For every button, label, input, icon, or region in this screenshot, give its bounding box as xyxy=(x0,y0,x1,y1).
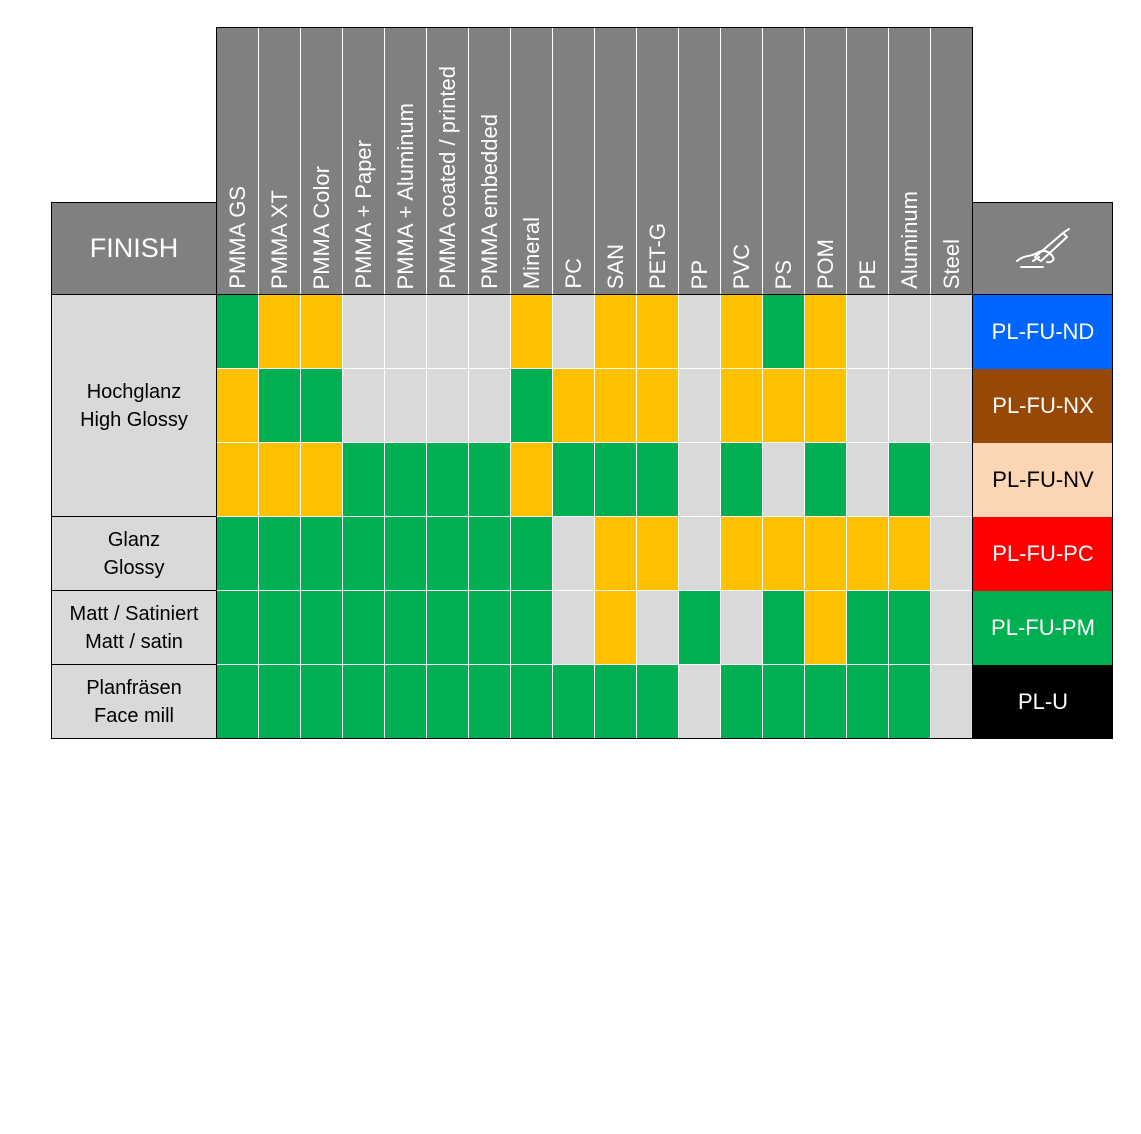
tool-label-pl-fu-nd xyxy=(973,295,1113,369)
column-header-label: PMMA Color xyxy=(308,165,334,289)
pen-writing-icon xyxy=(1013,227,1073,271)
compatibility-cell xyxy=(805,591,847,665)
column-header xyxy=(553,27,595,295)
compatibility-cell xyxy=(427,665,469,739)
column-header-label: PMMA XT xyxy=(266,189,292,289)
compatibility-cell xyxy=(595,295,637,369)
column-header xyxy=(763,27,805,295)
compatibility-cell xyxy=(217,591,259,665)
compatibility-cell xyxy=(217,665,259,739)
column-header xyxy=(805,27,847,295)
compatibility-cell xyxy=(595,443,637,517)
grid-line xyxy=(51,738,1113,739)
compatibility-cell xyxy=(889,443,931,517)
compatibility-cell xyxy=(553,517,595,591)
tool-label-pl-u xyxy=(973,665,1113,739)
column-header-label: PMMA coated / printed xyxy=(434,66,460,289)
compatibility-cell xyxy=(469,295,511,369)
column-header-label: SAN xyxy=(602,243,628,289)
finish-label-line: High Glossy xyxy=(80,409,188,431)
compatibility-cell xyxy=(763,591,805,665)
compatibility-cell xyxy=(427,591,469,665)
compatibility-cell xyxy=(763,517,805,591)
compatibility-cell xyxy=(511,591,553,665)
compatibility-cell xyxy=(553,295,595,369)
finish-row-label xyxy=(51,295,217,517)
compatibility-cell xyxy=(679,517,721,591)
compatibility-cell xyxy=(931,443,973,517)
compatibility-cell xyxy=(931,665,973,739)
compatibility-cell xyxy=(847,517,889,591)
compatibility-cell xyxy=(427,369,469,443)
compatibility-cell xyxy=(301,443,343,517)
compatibility-cell xyxy=(259,295,301,369)
column-header-label: PS xyxy=(770,259,796,289)
column-header-label: Mineral xyxy=(518,216,544,289)
compatibility-cell xyxy=(679,591,721,665)
compatibility-cell xyxy=(385,517,427,591)
compatibility-cell xyxy=(637,295,679,369)
column-header-label: PC xyxy=(560,258,586,289)
grid-line xyxy=(51,202,217,203)
compatibility-cell xyxy=(763,369,805,443)
column-header xyxy=(427,27,469,295)
compatibility-cell xyxy=(931,591,973,665)
compatibility-cell xyxy=(847,665,889,739)
compatibility-cell xyxy=(511,295,553,369)
column-header xyxy=(259,27,301,295)
compatibility-cell xyxy=(931,517,973,591)
compatibility-cell xyxy=(217,369,259,443)
tool-label-text: PL-FU-ND xyxy=(991,319,1095,344)
tool-label-pl-fu-nx xyxy=(973,369,1113,443)
compatibility-cell xyxy=(805,665,847,739)
grid-line xyxy=(51,590,217,591)
finish-row-label xyxy=(51,665,217,739)
compatibility-cell xyxy=(259,665,301,739)
grid-line xyxy=(51,294,1113,295)
compatibility-cell xyxy=(805,369,847,443)
compatibility-cell xyxy=(889,517,931,591)
compatibility-cell xyxy=(679,443,721,517)
compatibility-cell xyxy=(385,591,427,665)
compatibility-cell xyxy=(637,665,679,739)
compatibility-cell xyxy=(301,517,343,591)
compatibility-cell xyxy=(553,369,595,443)
column-header xyxy=(721,27,763,295)
tool-header xyxy=(973,202,1113,295)
compatibility-cell xyxy=(511,443,553,517)
compatibility-cell xyxy=(763,295,805,369)
column-header xyxy=(469,27,511,295)
finish-label-line: Glossy xyxy=(103,557,165,579)
compatibility-cell xyxy=(385,295,427,369)
grid-line xyxy=(217,27,973,28)
compatibility-cell xyxy=(637,369,679,443)
compatibility-cell xyxy=(427,517,469,591)
column-header-label: Aluminum xyxy=(896,191,922,289)
compatibility-cell xyxy=(217,517,259,591)
compatibility-cell xyxy=(385,443,427,517)
compatibility-cell xyxy=(427,443,469,517)
column-header xyxy=(595,27,637,295)
compatibility-cell xyxy=(721,443,763,517)
finish-header-label: FINISH xyxy=(89,233,179,263)
column-header xyxy=(343,27,385,295)
compatibility-cell xyxy=(259,369,301,443)
column-header xyxy=(637,27,679,295)
compatibility-cell xyxy=(259,443,301,517)
compatibility-cell xyxy=(847,443,889,517)
grid-line xyxy=(51,202,52,739)
column-header-label: Steel xyxy=(938,238,964,289)
compatibility-cell xyxy=(469,517,511,591)
compatibility-cell xyxy=(553,665,595,739)
compatibility-cell xyxy=(721,369,763,443)
tool-label-pl-fu-pc xyxy=(973,517,1113,591)
compatibility-cell xyxy=(805,295,847,369)
compatibility-cell xyxy=(847,591,889,665)
compatibility-cell xyxy=(763,665,805,739)
finish-header xyxy=(51,202,217,295)
compatibility-cell xyxy=(637,443,679,517)
compatibility-cell xyxy=(469,369,511,443)
compatibility-cell xyxy=(679,295,721,369)
compatibility-cell xyxy=(679,369,721,443)
compatibility-cell xyxy=(469,443,511,517)
tool-label-text: PL-FU-NV xyxy=(992,467,1094,492)
compatibility-cell xyxy=(931,295,973,369)
compatibility-cell xyxy=(301,591,343,665)
compatibility-cell xyxy=(301,295,343,369)
column-header-label: PVC xyxy=(728,243,754,289)
column-header-label: PP xyxy=(686,259,712,289)
compatibility-cell xyxy=(343,443,385,517)
finish-label-line: Face mill xyxy=(93,705,174,727)
finish-label-line: Glanz xyxy=(107,529,161,551)
compatibility-cell xyxy=(511,369,553,443)
column-header xyxy=(217,27,259,295)
compatibility-cell xyxy=(385,665,427,739)
compatibility-cell xyxy=(889,295,931,369)
column-header xyxy=(847,27,889,295)
grid-line xyxy=(972,27,973,739)
compatibility-cell xyxy=(889,369,931,443)
compatibility-cell xyxy=(679,665,721,739)
tool-label-text: PL-FU-NX xyxy=(992,393,1094,418)
compatibility-cell xyxy=(889,665,931,739)
compatibility-cell xyxy=(763,443,805,517)
column-header-label: PE xyxy=(854,259,880,289)
tool-label-text: PL-FU-PC xyxy=(992,541,1094,566)
compatibility-cell xyxy=(931,369,973,443)
column-header xyxy=(931,27,973,295)
compatibility-cell xyxy=(301,369,343,443)
column-header-label: PMMA embedded xyxy=(476,114,502,289)
tool-label-text: PL-U xyxy=(1017,689,1069,714)
compatibility-cell xyxy=(637,591,679,665)
finish-label-line: Matt / Satiniert xyxy=(69,603,199,625)
compatibility-cell xyxy=(343,517,385,591)
column-header xyxy=(301,27,343,295)
compatibility-cell xyxy=(847,295,889,369)
grid-line xyxy=(51,516,217,517)
compatibility-cell xyxy=(721,591,763,665)
compatibility-cell xyxy=(343,369,385,443)
column-header xyxy=(889,27,931,295)
column-header xyxy=(679,27,721,295)
column-header-label: PET-G xyxy=(644,222,670,289)
tool-label-text: PL-FU-PM xyxy=(991,615,1095,640)
compatibility-cell xyxy=(343,591,385,665)
compatibility-cell xyxy=(721,517,763,591)
compatibility-cell xyxy=(217,443,259,517)
grid-line xyxy=(216,27,217,739)
column-header-label: PMMA + Aluminum xyxy=(392,102,418,289)
finish-label-line: Matt / satin xyxy=(85,631,183,653)
compatibility-cell xyxy=(511,665,553,739)
grid-line xyxy=(973,202,1113,203)
compatibility-cell xyxy=(217,295,259,369)
column-header-label: PMMA + Paper xyxy=(350,140,376,289)
compatibility-cell xyxy=(469,665,511,739)
compatibility-cell xyxy=(553,443,595,517)
finish-row-label xyxy=(51,591,217,665)
compatibility-cell xyxy=(595,665,637,739)
compatibility-cell xyxy=(511,517,553,591)
compatibility-cell xyxy=(637,517,679,591)
compatibility-cell xyxy=(721,295,763,369)
finish-label-line: Hochglanz xyxy=(86,381,182,403)
column-header-label: POM xyxy=(812,238,838,289)
compatibility-cell xyxy=(469,591,511,665)
compatibility-cell xyxy=(721,665,763,739)
grid-line xyxy=(51,664,217,665)
compatibility-cell xyxy=(889,591,931,665)
compatibility-cell xyxy=(385,369,427,443)
compatibility-cell xyxy=(343,295,385,369)
compatibility-cell xyxy=(553,591,595,665)
compatibility-cell xyxy=(847,369,889,443)
column-header-label: PMMA GS xyxy=(224,186,250,289)
tool-label-pl-fu-nv xyxy=(973,443,1113,517)
tool-label-pl-fu-pm xyxy=(973,591,1113,665)
grid-line xyxy=(1112,202,1113,739)
compatibility-cell xyxy=(805,517,847,591)
column-header xyxy=(511,27,553,295)
compatibility-cell xyxy=(301,665,343,739)
compatibility-cell xyxy=(259,517,301,591)
compatibility-cell xyxy=(343,665,385,739)
compatibility-cell xyxy=(595,517,637,591)
compatibility-cell xyxy=(805,443,847,517)
compatibility-cell xyxy=(595,369,637,443)
column-header xyxy=(385,27,427,295)
finish-label-line: Planfräsen xyxy=(86,677,182,699)
finish-row-label xyxy=(51,517,217,591)
compatibility-cell xyxy=(427,295,469,369)
compatibility-cell xyxy=(595,591,637,665)
compatibility-cell xyxy=(259,591,301,665)
